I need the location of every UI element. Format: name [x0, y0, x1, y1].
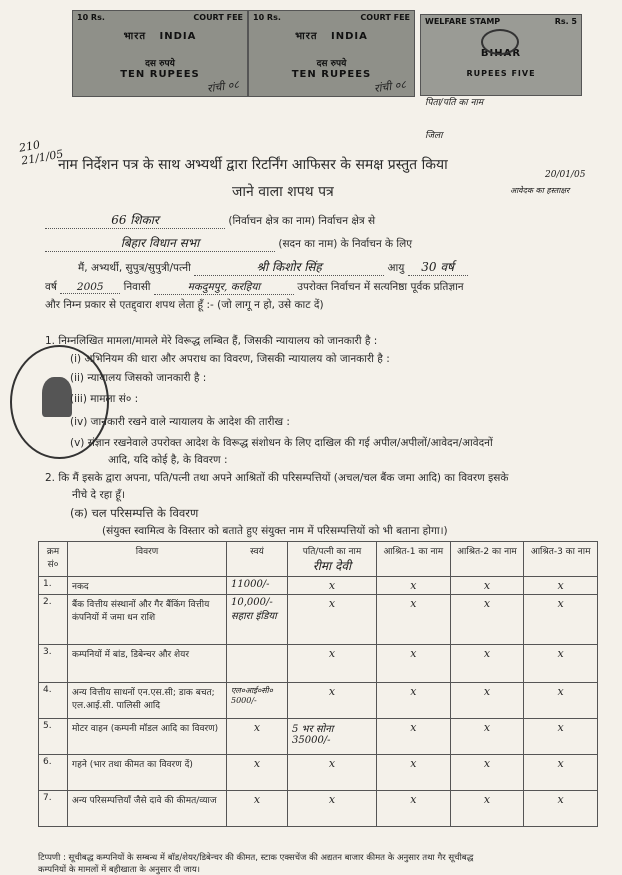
assets-table — [38, 541, 598, 827]
cell-dep3: x — [524, 683, 598, 719]
emblem-icon — [481, 29, 519, 55]
emblem-icon — [42, 377, 72, 417]
cell-sn: 3. — [39, 645, 68, 683]
table-row — [39, 645, 598, 683]
court-fee-stamp-1 — [72, 10, 248, 97]
year-value: 2005 — [76, 281, 104, 293]
side-note-1: पिता/पति का नाम — [425, 98, 484, 108]
table-header-row — [39, 542, 598, 577]
statement-line2: और निम्न प्रकार से एतद्द्वारा शपथ लेता हूँ :- (जो लागू न हो, उसे काट दें) — [45, 299, 324, 311]
page-title-line1: नाम निर्देशन पत्र के साथ अभ्यर्थी द्वारा रिटर्निंग आफिसर के समक्ष प्रस्तुत किया — [58, 157, 448, 173]
house-label: (सदन का नाम) के निर्वाचन के लिए — [278, 238, 413, 250]
cell-dep2: x — [450, 791, 524, 827]
header-dep3: आश्रित-3 का नाम — [524, 542, 598, 577]
cell-spouse: x — [288, 577, 377, 595]
stamp-value-en: TEN RUPEES — [120, 69, 200, 80]
cell-dep2: x — [450, 595, 524, 645]
footnote-line2: कम्पनियों के मामलों में बहीखाता के अनुसार दी जाय। — [38, 865, 200, 875]
candidate-line — [78, 258, 468, 276]
cell-desc: मोटर वाहन (कम्पनी मॉडल आदि का विवरण) — [68, 719, 227, 755]
cell-sn: 2. — [39, 595, 68, 645]
point-2b: नीचे दे रहा हूँ। — [72, 489, 125, 501]
cell-self: एल०आई०सी० 5000/- — [227, 683, 288, 719]
header-spouse — [288, 542, 377, 577]
cell-dep1: x — [377, 645, 451, 683]
cell-self: 10,000/- सहारा इंडिया — [227, 595, 288, 645]
margin-note: 210 21/1/05 — [18, 138, 65, 168]
cell-dep3: x — [524, 645, 598, 683]
page-title-line2: जाने वाला शपथ पत्र — [232, 184, 334, 200]
cell-dep1: x — [377, 577, 451, 595]
stamp-country-en: INDIA — [331, 31, 368, 42]
cell-desc: बैंक वित्तीय संस्थानों और गैर बैंकिंग वित्तीय कंपनियों में जमा धन राशि — [68, 595, 227, 645]
header-spouse-label: पति/पत्नी का नाम — [302, 547, 362, 557]
cell-dep1: x — [377, 595, 451, 645]
candidate-prefix: मैं, अभ्यर्थी, सुपुत्र/सुपुत्री/पत्नी — [78, 262, 191, 274]
cell-dep1: x — [377, 791, 451, 827]
welfare-value: Rs. 5 — [554, 17, 577, 26]
cell-dep2: x — [450, 683, 524, 719]
point-1-iv: (iv) जानकारी रखने वाले न्यायालय के आदेश की तारीख : — [70, 416, 290, 428]
cell-sn: 7. — [39, 791, 68, 827]
stamp-denom: 10 Rs. — [77, 13, 105, 22]
resident-value: मकदुमपुर, करहिया — [187, 281, 261, 293]
cell-self: x — [227, 791, 288, 827]
stamp-country-en: INDIA — [159, 31, 197, 42]
point-1-v2: आदि, यदि कोई है, के विवरण : — [108, 454, 228, 466]
cell-spouse: x — [288, 683, 377, 719]
cell-self: x — [227, 719, 288, 755]
side-note-2: जिला — [425, 131, 443, 141]
table-row — [39, 595, 598, 645]
header-sn: क्रम सं० — [39, 542, 68, 577]
cell-dep2: x — [450, 645, 524, 683]
cell-dep3: x — [524, 577, 598, 595]
cell-self: x — [227, 755, 288, 791]
statement-tail: उपरोक्त निर्वाचन में सत्यनिष्ठा पूर्वक प्रतिज्ञान — [297, 281, 464, 293]
stamp-value-hi: दस रुपये — [145, 59, 175, 69]
cell-dep2: x — [450, 719, 524, 755]
cell-dep2: x — [450, 755, 524, 791]
stamp-cancel-mark: रांची ०८ — [373, 77, 407, 96]
cell-dep1: x — [377, 755, 451, 791]
cell-sn: 1. — [39, 577, 68, 595]
cell-sn: 4. — [39, 683, 68, 719]
cell-desc: अन्य वित्तीय साधनों एन.एस.सी; डाक बचत; एल.आई.सी. पालिसी आदि — [68, 683, 227, 719]
age-value: 30 वर्ष — [421, 260, 454, 274]
cell-dep2: x — [450, 577, 524, 595]
cell-dep1: x — [377, 719, 451, 755]
side-note-3: आवेदक का हस्ताक्षर — [510, 186, 570, 195]
stamp-country-hi: भारत — [123, 31, 147, 42]
table-row — [39, 791, 598, 827]
cell-spouse: x — [288, 755, 377, 791]
point-1-i: (i) अभिनियम की धारा और अपराध का विवरण, जिसकी न्यायालय को जानकारी है : — [70, 353, 390, 365]
constituency-line — [45, 211, 375, 229]
age-label: आयु — [387, 262, 405, 274]
cell-sn: 6. — [39, 755, 68, 791]
cell-desc: अन्य परिसम्पत्तियाँ जैसे दावे की कीमत/व्याज — [68, 791, 227, 827]
header-dep1: आश्रित-1 का नाम — [377, 542, 451, 577]
welfare-state: BIHAR — [480, 48, 522, 59]
footnote: टिप्पणी : सूचीबद्ध कम्पनियों के सम्बन्ध में बॉड/शेयर/डिबेन्चर की कीमत, स्टाक एक्सचेंज की अद्यतन बाजार कीमत के अनुसार तथा गैर सूचीबद्ध — [38, 853, 474, 863]
point-1-v: (v) संज्ञान रखनेवाले उपरोक्त आदेश के विरूद्ध संशोधन के लिए दाखिल की गई अपील/अपीलों/आवेदन/आवेदनों — [70, 437, 493, 449]
cell-spouse: x — [288, 791, 377, 827]
stamp-denom: 10 Rs. — [253, 13, 281, 22]
cell-spouse: 5 भर सोना 35000/- — [288, 719, 377, 755]
header-dep2: आश्रित-2 का नाम — [450, 542, 524, 577]
stamp-value-hi: दस रुपये — [316, 59, 347, 69]
welfare-label: WELFARE STAMP — [425, 17, 501, 26]
cell-dep3: x — [524, 719, 598, 755]
constituency-value: 66 शिकार — [111, 213, 159, 227]
spouse-name: रीमा देवी — [312, 559, 352, 573]
house-value: बिहार विधान सभा — [120, 236, 200, 250]
cell-spouse: x — [288, 595, 377, 645]
stamp-country-hi: भारत — [295, 31, 318, 42]
court-fee-stamp-2 — [248, 10, 415, 97]
cell-desc: कम्पनियों में बांड, डिबेन्चर और शेयर — [68, 645, 227, 683]
welfare-stamp — [420, 14, 582, 96]
resident-label: निवासी — [123, 281, 151, 293]
stamp-label: COURT FEE — [360, 13, 410, 22]
header-desc: विवरण — [68, 542, 227, 577]
point-1-iii: (iii) मामला सं० : — [70, 393, 139, 405]
year-label: वर्ष — [45, 281, 57, 293]
cell-dep3: x — [524, 755, 598, 791]
header-self: स्वयं — [227, 542, 288, 577]
cell-dep3: x — [524, 595, 598, 645]
section-ka: (क) चल परिसम्पत्ति के विवरण — [70, 506, 199, 520]
cell-self: 11000/- — [227, 577, 288, 595]
cell-desc: गहने (भार तथा कीमत का विवरण दें) — [68, 755, 227, 791]
constituency-label: (निर्वाचन क्षेत्र का नाम) निर्वाचन क्षेत्र से — [228, 215, 376, 227]
cell-self — [227, 645, 288, 683]
table-row — [39, 577, 598, 595]
point-1: 1. निम्नलिखित मामला/मामले मेरे विरूद्ध लम्बित हैं, जिसकी न्यायालय को जानकारी है : — [45, 335, 378, 347]
table-row — [39, 719, 598, 755]
cell-desc: नकद — [68, 577, 227, 595]
table-row — [39, 755, 598, 791]
stamp-label: COURT FEE — [193, 13, 243, 22]
section-ka-note: (संयुक्त स्वामित्व के विस्तार को बताते हुए संयुक्त नाम में परिसम्पत्तियों को भी बताना होगा।) — [102, 525, 448, 537]
resident-line — [45, 280, 464, 295]
point-1-ii: (ii) न्यायालय जिसको जानकारी है : — [70, 372, 207, 384]
side-note-4: 20/01/05 — [545, 170, 586, 180]
candidate-name: श्री किशोर सिंह — [256, 260, 322, 274]
stamp-value-en: TEN RUPEES — [291, 69, 372, 80]
table-row — [39, 683, 598, 719]
cell-spouse: x — [288, 645, 377, 683]
cell-sn: 5. — [39, 719, 68, 755]
house-line — [45, 234, 412, 252]
cell-dep3: x — [524, 791, 598, 827]
welfare-value-en: RUPEES FIVE — [466, 69, 536, 78]
point-2: 2. कि मैं इसके द्वारा अपना, पति/पत्नी तथा अपने आश्रितों की परिसम्पत्तियों (अचल/चल बैंक जमा आदि) का विवरण इसके — [45, 472, 509, 484]
stamp-cancel-mark: रांची ०८ — [206, 77, 240, 96]
cell-dep1: x — [377, 683, 451, 719]
